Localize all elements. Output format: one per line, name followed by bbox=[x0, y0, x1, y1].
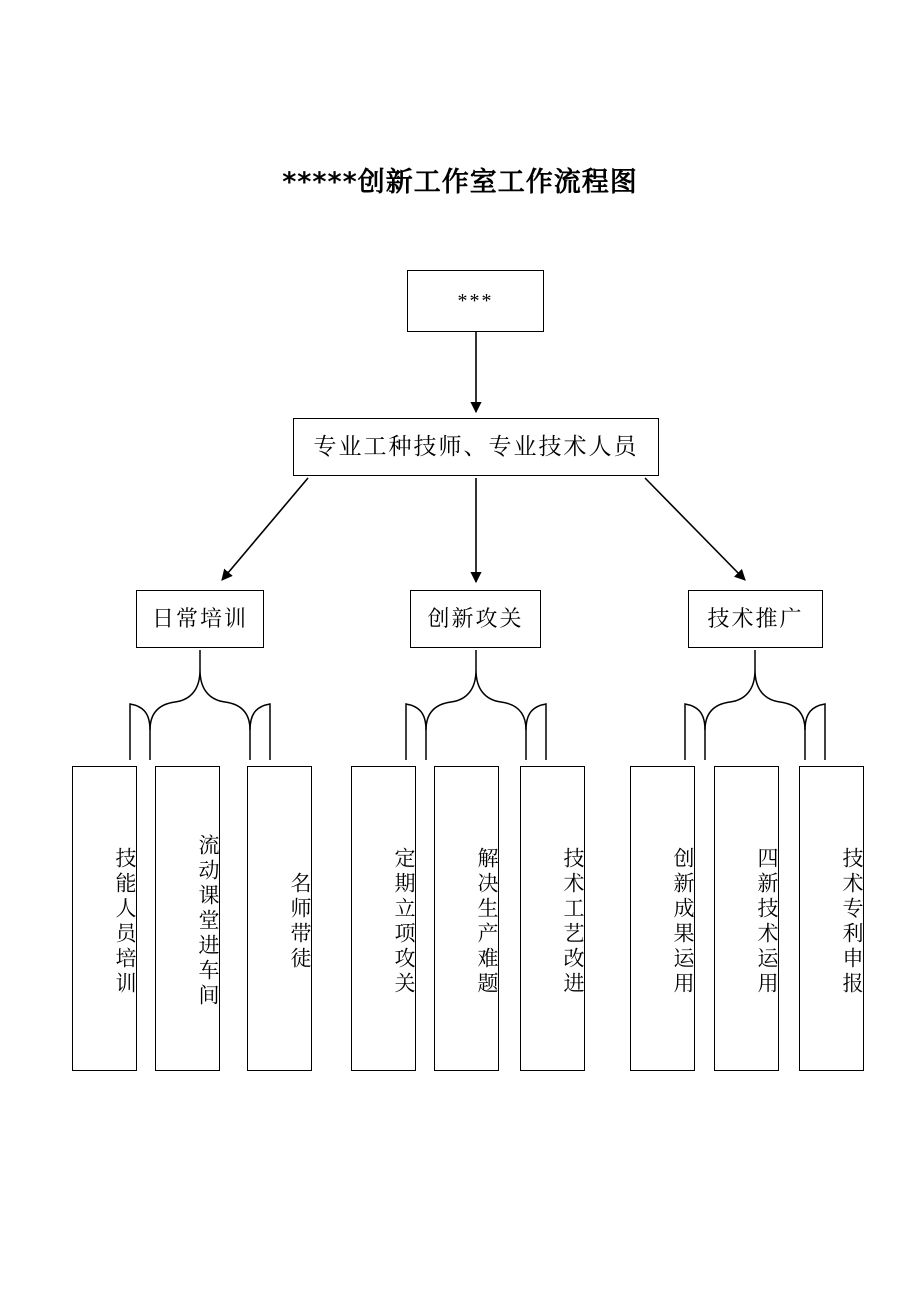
branch-node-innovation bbox=[410, 590, 541, 648]
leaf-node-label: 定期立项攻关 bbox=[392, 846, 416, 997]
node-top-label: *** bbox=[457, 289, 494, 312]
brace-branch-1 bbox=[150, 650, 250, 760]
branch-node-label: 技术推广 bbox=[707, 606, 804, 632]
leaf-node bbox=[714, 766, 779, 1071]
leaf-node bbox=[247, 766, 312, 1071]
leaf-node bbox=[434, 766, 499, 1071]
leaf-node bbox=[351, 766, 416, 1071]
page-title: *****创新工作室工作流程图 bbox=[282, 167, 638, 198]
leaf-node bbox=[72, 766, 137, 1071]
brace-branch-3-outer bbox=[685, 704, 825, 760]
leaf-node-label: 技能人员培训 bbox=[113, 846, 137, 997]
brace-branch-3 bbox=[705, 650, 805, 760]
connector-second-to-branch-1 bbox=[222, 478, 308, 580]
leaf-node-label: 技术专利申报 bbox=[840, 846, 864, 997]
branch-node-technology-promotion bbox=[688, 590, 823, 648]
brace-branch-2 bbox=[426, 650, 526, 760]
leaf-node bbox=[799, 766, 864, 1071]
connector-second-to-branch-3 bbox=[645, 478, 745, 580]
leaf-node-label: 名师带徒 bbox=[288, 871, 312, 972]
leaf-node-label: 解决生产难题 bbox=[475, 846, 499, 997]
leaf-node-label: 创新成果运用 bbox=[671, 846, 695, 997]
leaf-node-label: 流动课堂进车间 bbox=[196, 834, 220, 1009]
leaf-node bbox=[155, 766, 220, 1071]
brace-branch-2-outer bbox=[406, 704, 546, 760]
leaf-node-label: 技术工艺改进 bbox=[561, 846, 585, 997]
branch-node-label: 创新攻关 bbox=[427, 606, 524, 632]
leaf-node bbox=[520, 766, 585, 1071]
leaf-node-label: 四新技术运用 bbox=[755, 846, 779, 997]
node-second bbox=[293, 418, 659, 476]
brace-branch-1-outer bbox=[130, 704, 270, 760]
branch-node-label: 日常培训 bbox=[151, 606, 248, 632]
branch-node-daily-training bbox=[136, 590, 264, 648]
leaf-node bbox=[630, 766, 695, 1071]
node-second-label: 专业工种技师、专业技术人员 bbox=[313, 433, 639, 459]
node-top bbox=[407, 270, 544, 332]
